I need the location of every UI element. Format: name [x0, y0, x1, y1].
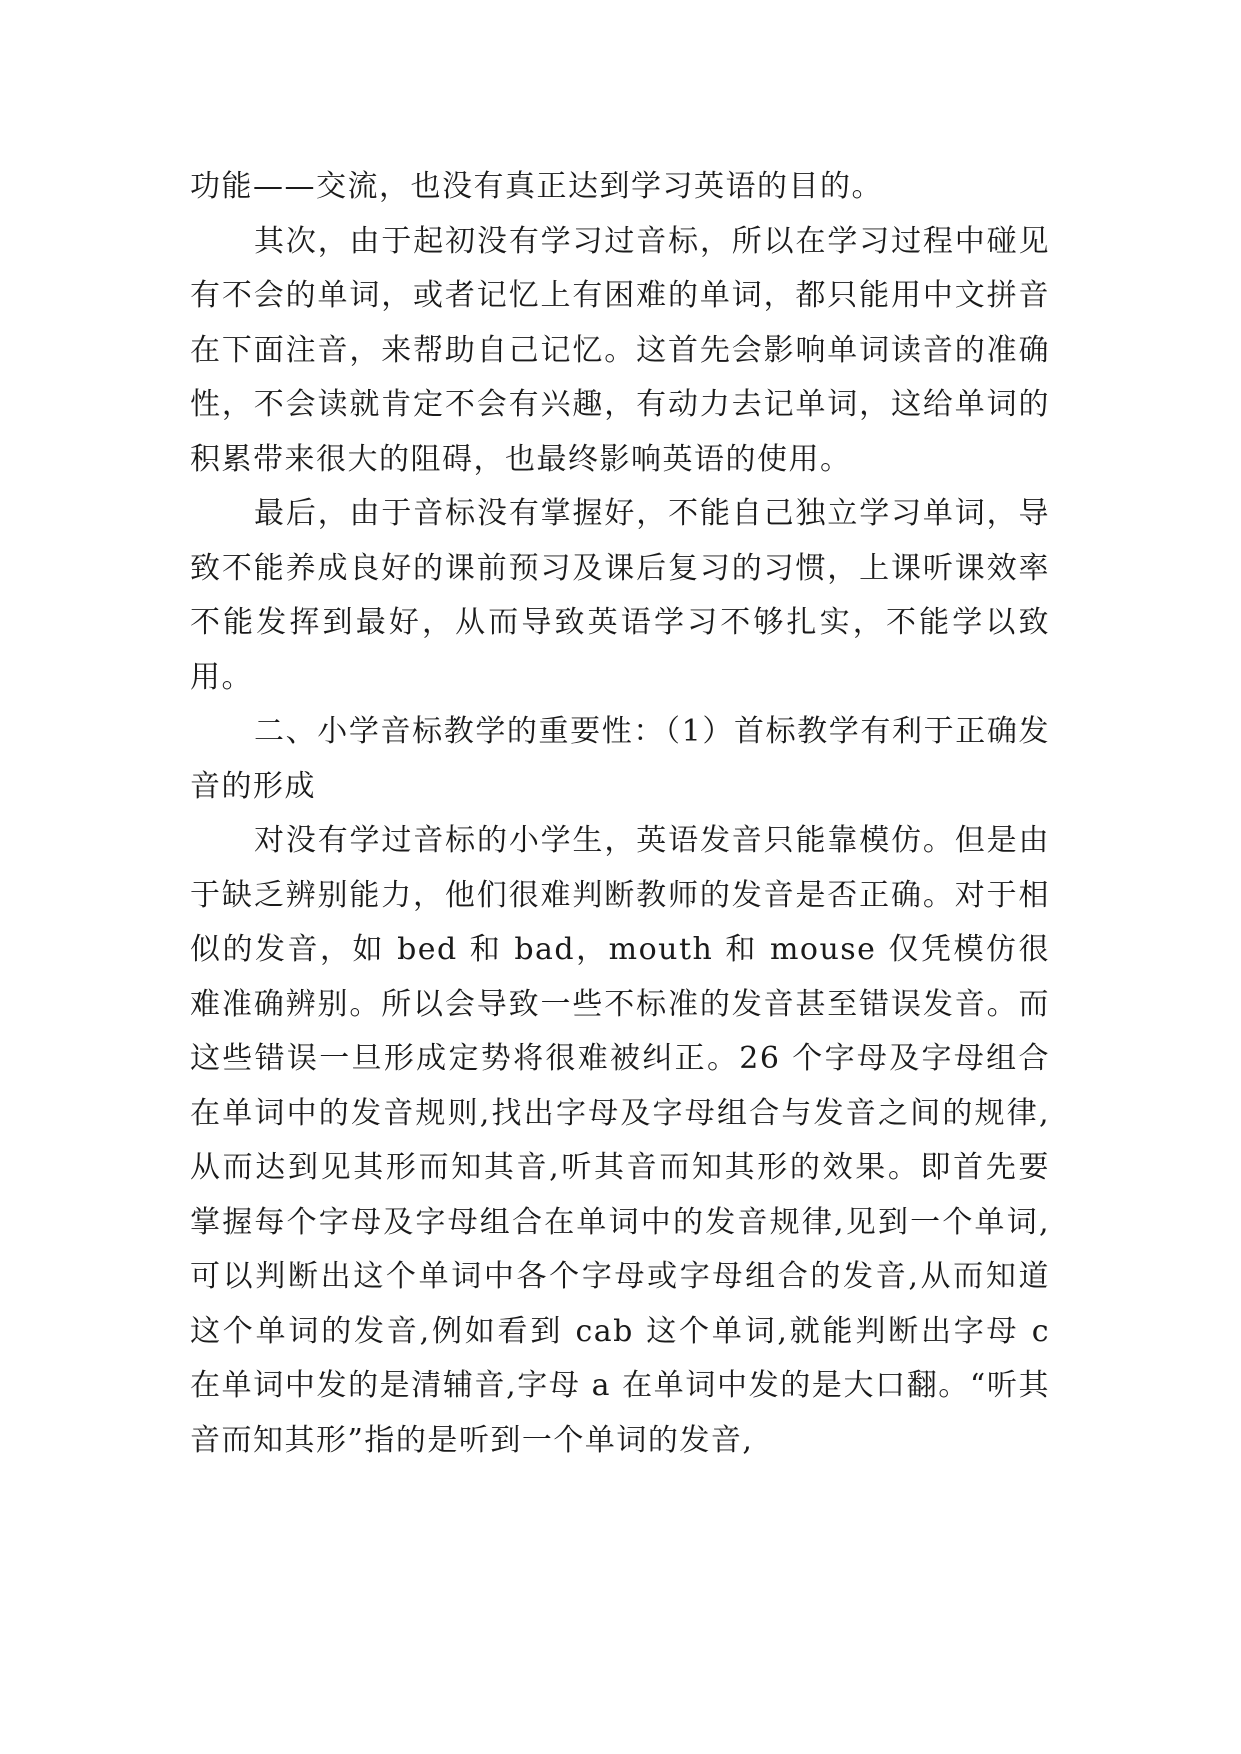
paragraph-pronunciation: 对没有学过音标的小学生，英语发音只能靠模仿。但是由于缺乏辨别能力，他们很难判断教师的发音是否正确。对于相似的发音，如 bed 和 bad，mouth 和 mouse 仅凭模仿很难准确辨别。所以会导致一些不标准的发音甚至错误发音。而这些错误一旦形成定势将很难被纠正。26 个字母及字母组合在单词中的发音规则,找出字母及字母组合与发音之间的规律,从而达到见其形而知其音,听其音而知其形的效果。即首先要掌握每个字母及字母组合在单词中的发音规律,见到一个单词,可以判断出这个单词中各个字母或字母组合的发音,从而知道这个单词的发音,例如看到 cab 这个单词,就能判断出字母 c 在单词中发的是清辅音,字母 a 在单词中发的是大口翻。“听其音而知其形”指的是听到一个单词的发音, [190, 823, 1050, 1458]
paragraph-second-reason: 其次，由于起初没有学习过音标，所以在学习过程中碰见有不会的单词，或者记忆上有困难的单词，都只能用中文拼音在下面注音，来帮助自己记忆。这首先会影响单词读音的准确性，不会读就肯定不会有兴趣，有动力去记单词，这给单词的积累带来很大的阻碍，也最终影响英语的使用。 [190, 223, 1050, 477]
document-body [190, 160, 1050, 1468]
section-heading-importance: 二、小学音标教学的重要性：（1）首标教学有利于正确发音的形成 [190, 714, 1050, 804]
paragraph-last-reason: 最后，由于音标没有掌握好，不能自己独立学习单词，导致不能养成良好的课前预习及课后复习的习惯，上课听课效率不能发挥到最好，从而导致英语学习不够扎实，不能学以致用。 [190, 496, 1050, 695]
paragraph-continuation: 功能——交流，也没有真正达到学习英语的目的。 [190, 169, 883, 204]
